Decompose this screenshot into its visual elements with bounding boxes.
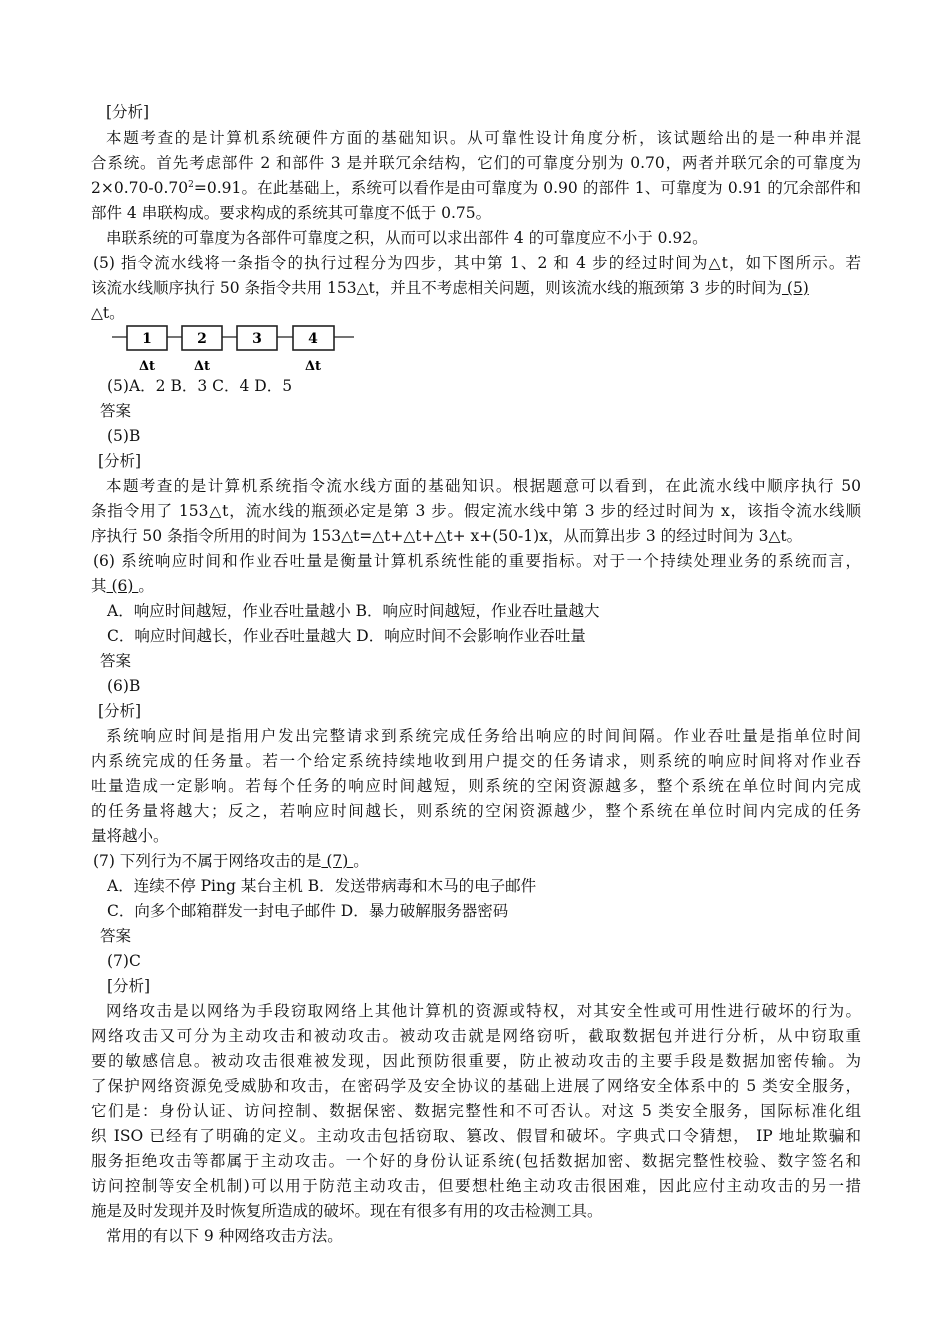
- analysis-line: $2\times 0.70-0.70^2=0.91$。在此基础上，系统可以看作是由可靠度为 0.90 的部件 1、可靠度为 0.91 的冗余部件和: [91, 179, 861, 197]
- question-6-options: C．响应时间越长，作业吞吐量越大 D．响应时间不会影响作业吞吐量: [107, 627, 586, 645]
- question-5-stem: (5) 指令流水线将一条指令的执行过程分为四步，其中第 1、2 和 4 步的经过时间为△t，如下图所示。若: [93, 254, 861, 272]
- analysis-line: 串联系统的可靠度为各部件可靠度之积，从而可以求出部件 4 的可靠度应不小于 0.92。: [106, 229, 708, 247]
- analysis-line: 量将越小。: [91, 827, 169, 845]
- pipeline-diagram: [110, 324, 355, 376]
- answer-label: 答案: [100, 927, 132, 945]
- analysis-line: 常用的有以下 9 种网络攻击方法。: [106, 1227, 343, 1245]
- analysis-line: 织 ISO 已经有了明确的定义。主动攻击包括窃取、篡改、假冒和破坏。字典式口令猜想， IP 地址欺骗和: [91, 1127, 861, 1145]
- analysis-line: 网络攻击又可分为主动攻击和被动攻击。被动攻击就是网络窃听，截取数据包并进行分析，从中窃取重: [91, 1027, 861, 1045]
- analysis-label: [分析]: [98, 702, 142, 720]
- pipeline-stage-label: 3: [252, 331, 262, 347]
- analysis-line: 吐量造成一定影响。若每个任务的响应时间越短，则系统的空闲资源越多，整个系统在单位时间内完成: [91, 777, 861, 795]
- analysis-line: 的任务量将越大；反之，若响应时间越长，则系统的空闲资源越少，整个系统在单位时间内完成的任务: [91, 802, 861, 820]
- pipeline-stage-label: 1: [142, 331, 152, 347]
- question-7-stem: (7) 下列行为不属于网络攻击的是 (7) 。: [93, 852, 369, 870]
- question-5-options: (5)A．2 B．3 C．4 D．5: [107, 377, 293, 395]
- pipeline-stage-label: 2: [197, 331, 207, 347]
- analysis-line: 条指令用了 153△t，流水线的瓶颈必定是第 3 步。假定流水线中第 3 步的经过时间为 x，该指令流水线顺: [91, 502, 861, 520]
- pipeline-time-label: Δt: [138, 359, 156, 374]
- pipeline-time-label: Δt: [193, 359, 211, 374]
- analysis-line: 本题考查的是计算机系统硬件方面的基础知识。从可靠性设计角度分析，该试题给出的是一种串并混: [106, 129, 861, 147]
- analysis-line: 了保护网络资源免受威胁和攻击，在密码学及安全协议的基础上进展了网络安全体系中的 5 类安全服务，: [91, 1077, 861, 1095]
- answer-label: 答案: [100, 402, 132, 420]
- analysis-line: 本题考查的是计算机系统指令流水线方面的基础知识。根据题意可以看到，在此流水线中顺序执行 50: [106, 477, 861, 495]
- analysis-line: 它们是：身份认证、访问控制、数据保密、数据完整性和不可否认。对这 5 类安全服务，国际标准化组: [91, 1102, 861, 1120]
- question-6-answer: (6)B: [107, 677, 141, 695]
- question-7-options: C．向多个邮箱群发一封电子邮件 D．暴力破解服务器密码: [107, 902, 509, 920]
- question-6-stem: 其 (6) 。: [91, 577, 154, 595]
- pipeline-stage-label: 4: [308, 331, 318, 347]
- analysis-line: 要的敏感信息。被动攻击很难被发现，因此预防很重要，防止被动攻击的主要手段是数据加密传输。为: [91, 1052, 861, 1070]
- question-5-answer: (5)B: [107, 427, 141, 445]
- answer-label: 答案: [100, 652, 132, 670]
- question-6-options: A．响应时间越短，作业吞吐量越小 B．响应时间越短，作业吞吐量越大: [107, 602, 600, 620]
- question-5-stem: 该流水线顺序执行 50 条指令共用 153△t，并且不考虑相关问题，则该流水线的瓶颈第 3 步的时间为 (5): [91, 279, 809, 297]
- analysis-line: 网络攻击是以网络为手段窃取网络上其他计算机的资源或特权，对其安全性或可用性进行破坏的行为。: [106, 1002, 861, 1020]
- analysis-label: [分析]: [106, 103, 150, 121]
- question-5-stem: △t。: [91, 304, 125, 322]
- analysis-line: 施是及时发现并及时恢复所造成的破坏。现在有很多有用的攻击检测工具。: [91, 1202, 603, 1220]
- analysis-line: 服务拒绝攻击等都属于主动攻击。一个好的身份认证系统(包括数据加密、数据完整性校验、数字签名和: [91, 1152, 861, 1170]
- question-7-options: A．连续不停 Ping 某台主机 B．发送带病毒和木马的电子邮件: [107, 877, 537, 895]
- analysis-line: 系统响应时间是指用户发出完整请求到系统完成任务给出响应的时间间隔。作业吞吐量是指单位时间: [106, 727, 861, 745]
- question-6-stem: (6) 系统响应时间和作业吞吐量是衡量计算机系统性能的重要指标。对于一个持续处理业务的系统而言，: [93, 552, 861, 570]
- question-7-answer: (7)C: [107, 952, 141, 970]
- analysis-line: 访问控制等安全机制)可以用于防范主动攻击，但要想杜绝主动攻击很困难，因此应付主动攻击的另一措: [91, 1177, 861, 1195]
- analysis-label: [分析]: [107, 977, 151, 995]
- pipeline-time-label: Δt: [304, 359, 322, 374]
- analysis-label: [分析]: [98, 452, 142, 470]
- analysis-line: 序执行 50 条指令所用的时间为 153△t=△t+△t+△t+ x+(50-1)x，从而算出步 3 的经过时间为 3△t。: [91, 527, 803, 545]
- analysis-line: 合系统。首先考虑部件 2 和部件 3 是并联冗余结构，它们的可靠度分别为 0.70，两者并联冗余的可靠度为: [91, 154, 861, 172]
- analysis-line: 内系统完成的任务量。若一个给定系统持续地收到用户提交的任务请求，则系统的响应时间将对作业吞: [91, 752, 861, 770]
- analysis-line: 部件 4 串联构成。要求构成的系统其可靠度不低于 0.75。: [91, 204, 492, 222]
